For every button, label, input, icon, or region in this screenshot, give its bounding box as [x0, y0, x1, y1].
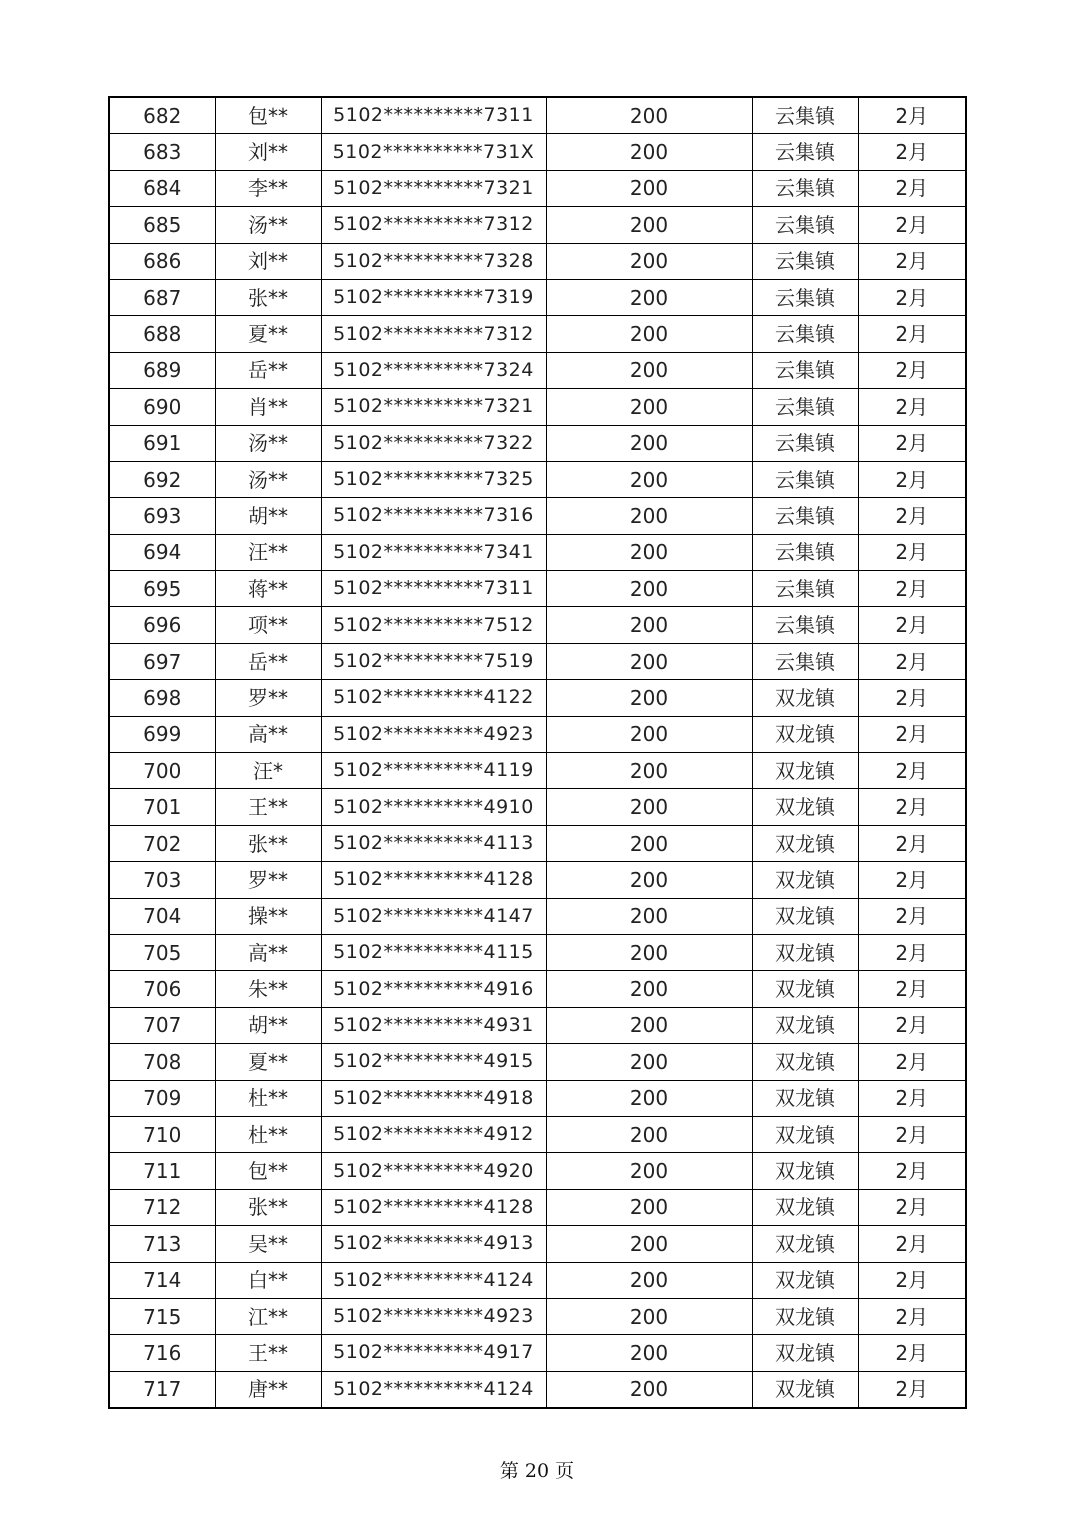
- cell-town: 双龙镇: [752, 789, 858, 825]
- cell-amount: 200: [546, 243, 752, 279]
- table-row: [109, 1044, 966, 1080]
- table-row: [109, 825, 966, 861]
- cell-number: 692: [109, 461, 215, 497]
- table-row: [109, 498, 966, 534]
- cell-id-number: 5102**********7321: [321, 170, 546, 206]
- cell-town: 双龙镇: [752, 934, 858, 970]
- cell-month: 2月: [858, 352, 966, 388]
- cell-id-number: 5102**********7341: [321, 534, 546, 570]
- table-row: [109, 716, 966, 752]
- cell-amount: 200: [546, 1116, 752, 1152]
- cell-town: 双龙镇: [752, 1262, 858, 1298]
- cell-number: 710: [109, 1116, 215, 1152]
- cell-id-number: 5102**********7512: [321, 607, 546, 643]
- table-row: [109, 753, 966, 789]
- cell-id-number: 5102**********7321: [321, 389, 546, 425]
- cell-month: 2月: [858, 170, 966, 206]
- cell-town: 云集镇: [752, 534, 858, 570]
- cell-month: 2月: [858, 1044, 966, 1080]
- cell-number: 705: [109, 934, 215, 970]
- table-row: [109, 1226, 966, 1262]
- table-row: [109, 1116, 966, 1152]
- cell-number: 699: [109, 716, 215, 752]
- cell-amount: 200: [546, 1153, 752, 1189]
- cell-number: 703: [109, 862, 215, 898]
- table-row: [109, 643, 966, 679]
- cell-amount: 200: [546, 971, 752, 1007]
- cell-month: 2月: [858, 1262, 966, 1298]
- cell-id-number: 5102**********7311: [321, 97, 546, 134]
- cell-id-number: 5102**********4128: [321, 862, 546, 898]
- table-row: [109, 898, 966, 934]
- cell-month: 2月: [858, 207, 966, 243]
- cell-number: 713: [109, 1226, 215, 1262]
- cell-amount: 200: [546, 1189, 752, 1225]
- cell-number: 702: [109, 825, 215, 861]
- cell-amount: 200: [546, 716, 752, 752]
- table-row: [109, 971, 966, 1007]
- cell-id-number: 5102**********4147: [321, 898, 546, 934]
- table-row: [109, 534, 966, 570]
- cell-id-number: 5102**********731X: [321, 134, 546, 170]
- cell-number: 715: [109, 1298, 215, 1334]
- cell-name: 吴**: [215, 1226, 321, 1262]
- cell-name: 刘**: [215, 243, 321, 279]
- cell-id-number: 5102**********4917: [321, 1335, 546, 1371]
- cell-town: 双龙镇: [752, 1226, 858, 1262]
- table-row: [109, 134, 966, 170]
- cell-name: 王**: [215, 789, 321, 825]
- cell-name: 白**: [215, 1262, 321, 1298]
- cell-number: 701: [109, 789, 215, 825]
- cell-amount: 200: [546, 207, 752, 243]
- cell-number: 711: [109, 1153, 215, 1189]
- cell-number: 691: [109, 425, 215, 461]
- cell-number: 714: [109, 1262, 215, 1298]
- cell-amount: 200: [546, 1262, 752, 1298]
- cell-town: 云集镇: [752, 643, 858, 679]
- cell-month: 2月: [858, 825, 966, 861]
- table-row: [109, 1335, 966, 1371]
- cell-amount: 200: [546, 389, 752, 425]
- cell-town: 双龙镇: [752, 1007, 858, 1043]
- cell-name: 操**: [215, 898, 321, 934]
- cell-month: 2月: [858, 1189, 966, 1225]
- cell-town: 云集镇: [752, 207, 858, 243]
- cell-id-number: 5102**********4912: [321, 1116, 546, 1152]
- cell-id-number: 5102**********4920: [321, 1153, 546, 1189]
- cell-id-number: 5102**********4122: [321, 680, 546, 716]
- cell-amount: 200: [546, 1044, 752, 1080]
- cell-month: 2月: [858, 571, 966, 607]
- cell-month: 2月: [858, 316, 966, 352]
- cell-name: 高**: [215, 716, 321, 752]
- cell-town: 云集镇: [752, 461, 858, 497]
- cell-id-number: 5102**********7311: [321, 571, 546, 607]
- cell-name: 胡**: [215, 1007, 321, 1043]
- cell-amount: 200: [546, 1335, 752, 1371]
- cell-id-number: 5102**********7312: [321, 207, 546, 243]
- cell-number: 695: [109, 571, 215, 607]
- cell-name: 包**: [215, 1153, 321, 1189]
- records-table: [108, 96, 967, 1409]
- cell-amount: 200: [546, 680, 752, 716]
- cell-town: 双龙镇: [752, 680, 858, 716]
- cell-town: 云集镇: [752, 571, 858, 607]
- cell-id-number: 5102**********7312: [321, 316, 546, 352]
- cell-name: 汤**: [215, 207, 321, 243]
- table-row: [109, 316, 966, 352]
- cell-id-number: 5102**********7322: [321, 425, 546, 461]
- cell-id-number: 5102**********7316: [321, 498, 546, 534]
- cell-amount: 200: [546, 279, 752, 315]
- cell-month: 2月: [858, 1007, 966, 1043]
- cell-name: 岳**: [215, 643, 321, 679]
- table-row: [109, 170, 966, 206]
- cell-number: 697: [109, 643, 215, 679]
- cell-town: 双龙镇: [752, 1371, 858, 1408]
- cell-name: 朱**: [215, 971, 321, 1007]
- table-row: [109, 789, 966, 825]
- cell-number: 709: [109, 1080, 215, 1116]
- cell-town: 双龙镇: [752, 1080, 858, 1116]
- cell-amount: 200: [546, 571, 752, 607]
- cell-name: 肖**: [215, 389, 321, 425]
- cell-number: 688: [109, 316, 215, 352]
- cell-id-number: 5102**********7328: [321, 243, 546, 279]
- cell-town: 双龙镇: [752, 862, 858, 898]
- cell-town: 双龙镇: [752, 1189, 858, 1225]
- cell-id-number: 5102**********7519: [321, 643, 546, 679]
- cell-id-number: 5102**********7319: [321, 279, 546, 315]
- cell-number: 685: [109, 207, 215, 243]
- cell-number: 704: [109, 898, 215, 934]
- cell-name: 岳**: [215, 352, 321, 388]
- table-row: [109, 425, 966, 461]
- cell-name: 杜**: [215, 1080, 321, 1116]
- cell-name: 罗**: [215, 862, 321, 898]
- cell-id-number: 5102**********4915: [321, 1044, 546, 1080]
- cell-number: 700: [109, 753, 215, 789]
- cell-name: 汪*: [215, 753, 321, 789]
- cell-town: 云集镇: [752, 607, 858, 643]
- cell-name: 唐**: [215, 1371, 321, 1408]
- cell-id-number: 5102**********4124: [321, 1262, 546, 1298]
- cell-month: 2月: [858, 862, 966, 898]
- table-row: [109, 97, 966, 134]
- cell-amount: 200: [546, 134, 752, 170]
- cell-amount: 200: [546, 498, 752, 534]
- table-row: [109, 934, 966, 970]
- table-row: [109, 461, 966, 497]
- cell-name: 王**: [215, 1335, 321, 1371]
- cell-name: 汤**: [215, 425, 321, 461]
- cell-amount: 200: [546, 425, 752, 461]
- table-row: [109, 1153, 966, 1189]
- cell-town: 云集镇: [752, 498, 858, 534]
- cell-month: 2月: [858, 461, 966, 497]
- cell-town: 双龙镇: [752, 1153, 858, 1189]
- table-row: [109, 862, 966, 898]
- cell-month: 2月: [858, 534, 966, 570]
- cell-name: 张**: [215, 279, 321, 315]
- cell-name: 张**: [215, 1189, 321, 1225]
- cell-amount: 200: [546, 97, 752, 134]
- table-row: [109, 1298, 966, 1334]
- cell-amount: 200: [546, 316, 752, 352]
- table-row: [109, 1007, 966, 1043]
- table-row: [109, 1262, 966, 1298]
- cell-name: 胡**: [215, 498, 321, 534]
- cell-name: 夏**: [215, 316, 321, 352]
- cell-id-number: 5102**********4910: [321, 789, 546, 825]
- cell-town: 云集镇: [752, 134, 858, 170]
- cell-town: 云集镇: [752, 97, 858, 134]
- cell-town: 双龙镇: [752, 1044, 858, 1080]
- cell-name: 杜**: [215, 1116, 321, 1152]
- cell-town: 云集镇: [752, 243, 858, 279]
- cell-month: 2月: [858, 425, 966, 461]
- cell-month: 2月: [858, 716, 966, 752]
- cell-month: 2月: [858, 753, 966, 789]
- page-number: 第 20 页: [499, 1460, 575, 1482]
- cell-month: 2月: [858, 934, 966, 970]
- cell-month: 2月: [858, 134, 966, 170]
- cell-month: 2月: [858, 1153, 966, 1189]
- cell-amount: 200: [546, 1080, 752, 1116]
- cell-name: 夏**: [215, 1044, 321, 1080]
- cell-id-number: 5102**********4128: [321, 1189, 546, 1225]
- cell-amount: 200: [546, 1226, 752, 1262]
- cell-number: 707: [109, 1007, 215, 1043]
- table-row: [109, 1189, 966, 1225]
- cell-number: 690: [109, 389, 215, 425]
- cell-month: 2月: [858, 1335, 966, 1371]
- cell-id-number: 5102**********4918: [321, 1080, 546, 1116]
- cell-town: 双龙镇: [752, 753, 858, 789]
- cell-id-number: 5102**********4923: [321, 716, 546, 752]
- cell-town: 双龙镇: [752, 1116, 858, 1152]
- cell-id-number: 5102**********4113: [321, 825, 546, 861]
- cell-amount: 200: [546, 643, 752, 679]
- cell-month: 2月: [858, 97, 966, 134]
- cell-number: 694: [109, 534, 215, 570]
- cell-id-number: 5102**********7324: [321, 352, 546, 388]
- cell-month: 2月: [858, 971, 966, 1007]
- cell-month: 2月: [858, 1080, 966, 1116]
- cell-name: 项**: [215, 607, 321, 643]
- cell-month: 2月: [858, 279, 966, 315]
- cell-town: 云集镇: [752, 316, 858, 352]
- cell-month: 2月: [858, 1371, 966, 1408]
- cell-id-number: 5102**********4119: [321, 753, 546, 789]
- cell-name: 张**: [215, 825, 321, 861]
- cell-id-number: 5102**********4916: [321, 971, 546, 1007]
- cell-amount: 200: [546, 534, 752, 570]
- cell-month: 2月: [858, 607, 966, 643]
- cell-amount: 200: [546, 607, 752, 643]
- cell-number: 686: [109, 243, 215, 279]
- cell-town: 双龙镇: [752, 971, 858, 1007]
- cell-id-number: 5102**********4124: [321, 1371, 546, 1408]
- cell-month: 2月: [858, 498, 966, 534]
- cell-amount: 200: [546, 461, 752, 497]
- cell-amount: 200: [546, 898, 752, 934]
- cell-id-number: 5102**********7325: [321, 461, 546, 497]
- cell-town: 双龙镇: [752, 825, 858, 861]
- cell-name: 高**: [215, 934, 321, 970]
- cell-amount: 200: [546, 1371, 752, 1408]
- cell-number: 687: [109, 279, 215, 315]
- cell-town: 云集镇: [752, 389, 858, 425]
- cell-number: 716: [109, 1335, 215, 1371]
- table-row: [109, 1371, 966, 1408]
- table-body: [109, 97, 966, 1408]
- cell-id-number: 5102**********4923: [321, 1298, 546, 1334]
- cell-town: 双龙镇: [752, 716, 858, 752]
- cell-town: 双龙镇: [752, 1335, 858, 1371]
- cell-month: 2月: [858, 1226, 966, 1262]
- cell-amount: 200: [546, 753, 752, 789]
- table-row: [109, 389, 966, 425]
- cell-amount: 200: [546, 1007, 752, 1043]
- cell-amount: 200: [546, 825, 752, 861]
- cell-town: 双龙镇: [752, 1298, 858, 1334]
- cell-number: 717: [109, 1371, 215, 1408]
- cell-name: 罗**: [215, 680, 321, 716]
- cell-amount: 200: [546, 170, 752, 206]
- cell-amount: 200: [546, 934, 752, 970]
- cell-id-number: 5102**********4913: [321, 1226, 546, 1262]
- table-row: [109, 680, 966, 716]
- table-row: [109, 1080, 966, 1116]
- cell-name: 刘**: [215, 134, 321, 170]
- table-row: [109, 243, 966, 279]
- cell-month: 2月: [858, 243, 966, 279]
- cell-number: 689: [109, 352, 215, 388]
- cell-name: 蒋**: [215, 571, 321, 607]
- cell-id-number: 5102**********4931: [321, 1007, 546, 1043]
- cell-amount: 200: [546, 352, 752, 388]
- cell-town: 云集镇: [752, 425, 858, 461]
- cell-name: 江**: [215, 1298, 321, 1334]
- table-row: [109, 352, 966, 388]
- cell-name: 汪**: [215, 534, 321, 570]
- cell-month: 2月: [858, 1298, 966, 1334]
- cell-town: 云集镇: [752, 170, 858, 206]
- cell-name: 包**: [215, 97, 321, 134]
- cell-id-number: 5102**********4115: [321, 934, 546, 970]
- cell-name: 李**: [215, 170, 321, 206]
- table-row: [109, 207, 966, 243]
- cell-name: 汤**: [215, 461, 321, 497]
- cell-number: 682: [109, 97, 215, 134]
- cell-number: 684: [109, 170, 215, 206]
- cell-amount: 200: [546, 1298, 752, 1334]
- cell-number: 698: [109, 680, 215, 716]
- cell-number: 696: [109, 607, 215, 643]
- cell-month: 2月: [858, 643, 966, 679]
- cell-town: 双龙镇: [752, 898, 858, 934]
- cell-number: 693: [109, 498, 215, 534]
- cell-number: 706: [109, 971, 215, 1007]
- table-row: [109, 279, 966, 315]
- cell-number: 683: [109, 134, 215, 170]
- cell-amount: 200: [546, 862, 752, 898]
- cell-amount: 200: [546, 789, 752, 825]
- cell-month: 2月: [858, 898, 966, 934]
- cell-month: 2月: [858, 1116, 966, 1152]
- table-row: [109, 607, 966, 643]
- cell-town: 云集镇: [752, 279, 858, 315]
- table-row: [109, 571, 966, 607]
- cell-month: 2月: [858, 680, 966, 716]
- cell-number: 712: [109, 1189, 215, 1225]
- cell-town: 云集镇: [752, 352, 858, 388]
- cell-number: 708: [109, 1044, 215, 1080]
- cell-month: 2月: [858, 789, 966, 825]
- cell-month: 2月: [858, 389, 966, 425]
